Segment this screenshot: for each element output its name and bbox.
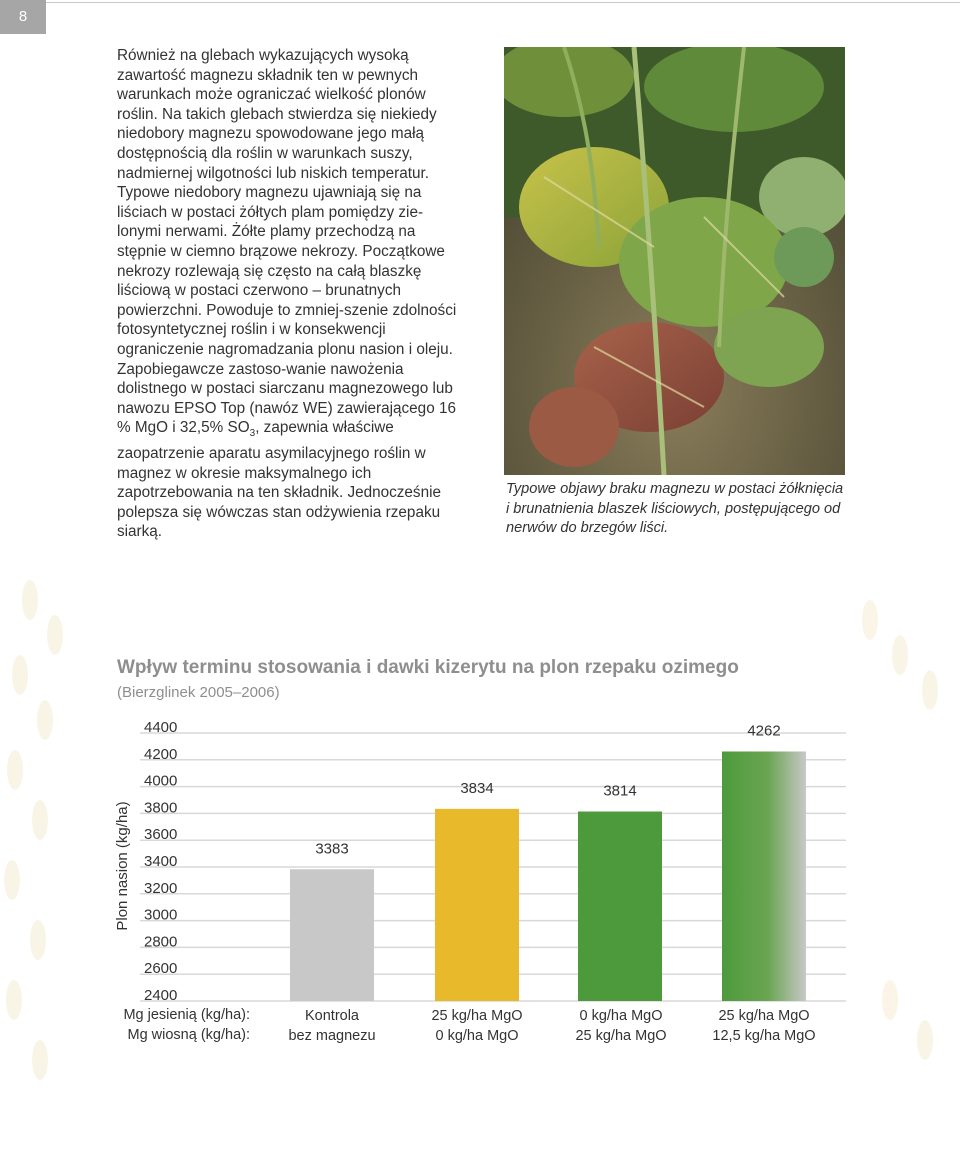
chart-subtitle: (Bierzglinek 2005–2006)	[117, 684, 280, 701]
bar	[290, 869, 374, 1001]
row-label-autumn: Mg jesienią (kg/ha):	[123, 1007, 250, 1023]
y-tick-label: 3800	[144, 799, 178, 817]
value-labels	[315, 722, 780, 857]
y-tick-label: 4000	[144, 772, 178, 790]
category-line2: bez magnezu	[288, 1028, 376, 1044]
category-label	[694, 1006, 834, 1046]
category-line1: 0 kg/ha MgO	[579, 1008, 663, 1024]
y-tick-label: 4200	[144, 745, 178, 763]
bar	[578, 812, 662, 1001]
so-subscript: 3	[249, 428, 256, 440]
category-line2: 0 kg/ha MgO	[435, 1028, 519, 1044]
y-tick-labels	[144, 719, 177, 1004]
bar-value-label: 3814	[603, 782, 637, 800]
y-tick-label: 4400	[144, 719, 178, 736]
body-text-tail: , zapewnia właściwe zaopatrzenie aparatu asymilacyjnego roślin w magnez w okresie maksymalnego ich zapotrzebowania na ten składnik. Jednocześnie polepsza się wówczas stan odżywienia rzepaku siarką.	[117, 419, 441, 541]
category-line1: 25 kg/ha MgO	[718, 1008, 810, 1024]
category-line1: 25 kg/ha MgO	[431, 1008, 523, 1024]
y-tick-label: 3400	[144, 853, 178, 870]
bar	[435, 809, 519, 1001]
y-axis-label: Plon nasion (kg/ha)	[114, 801, 131, 931]
photo-caption: Typowe objawy braku magnezu w postaci żółknięcia i brunatnienia blaszek liściowych, postępującego od nerwów do brzegów liści.	[506, 481, 844, 536]
category-label	[407, 1006, 547, 1046]
category-line2: 25 kg/ha MgO	[575, 1028, 667, 1044]
y-tick-label: 2600	[144, 960, 178, 978]
category-line1: Kontrola	[304, 1008, 359, 1024]
body-text-main: Również na glebach wykazujących wysoką zawartość magnezu składnik ten w pewnych warunkach może ograniczać wielkość plonów roślin. Na takich glebach stwierdza się niekiedy niedobory magnezu spowodowane jego małą dostępnością dla roślin w warunkach suszy, nadmiernej wilgotności lub niskich temperatur. Typowe niedobory magnezu ujawniają się na liściach w postaci żółtych plam pomiędzy zie-lonymi nerwami. Żółte plamy przechodzą na stępnie w ciemno brązowe nekrozy. Początkowe nekrozy rozlewają się często na całą blaszkę liściową w postaci czerwono – brunatnych powierzchni. Powoduje to zmniej-szenie zdolności fotosyntetycznej roślin i w konsekwencji ograniczenie nagromadzania plonu nasion i oleju. Zapobiegawcze zastoso-wanie nawożenia dolistnego w postaci siarczanu magnezowego lub nawozu EPSO Top (nawóz WE) zawierającego 16 % MgO i 32,5% SO	[117, 47, 457, 437]
bars	[290, 751, 806, 1001]
y-tick-label: 3000	[144, 906, 178, 924]
category-label	[262, 1006, 402, 1046]
bar	[722, 751, 806, 1001]
bar-value-label: 4262	[747, 722, 781, 740]
y-tick-label: 3600	[144, 826, 178, 844]
bar-value-label: 3383	[315, 840, 349, 858]
bar-value-label: 3834	[460, 779, 494, 797]
y-tick-label: 3200	[144, 879, 178, 897]
category-line2: 12,5 kg/ha MgO	[712, 1028, 816, 1044]
page-number: 8	[0, 0, 46, 34]
y-tick-label: 2800	[144, 933, 178, 951]
chart-title: Wpływ terminu stosowania i dawki kizerytu na plon rzepaku ozimego	[117, 657, 739, 678]
y-tick-label: 2400	[144, 987, 178, 1004]
row-label-spring: Mg wiosną (kg/ha):	[127, 1027, 250, 1043]
category-label	[551, 1006, 691, 1046]
